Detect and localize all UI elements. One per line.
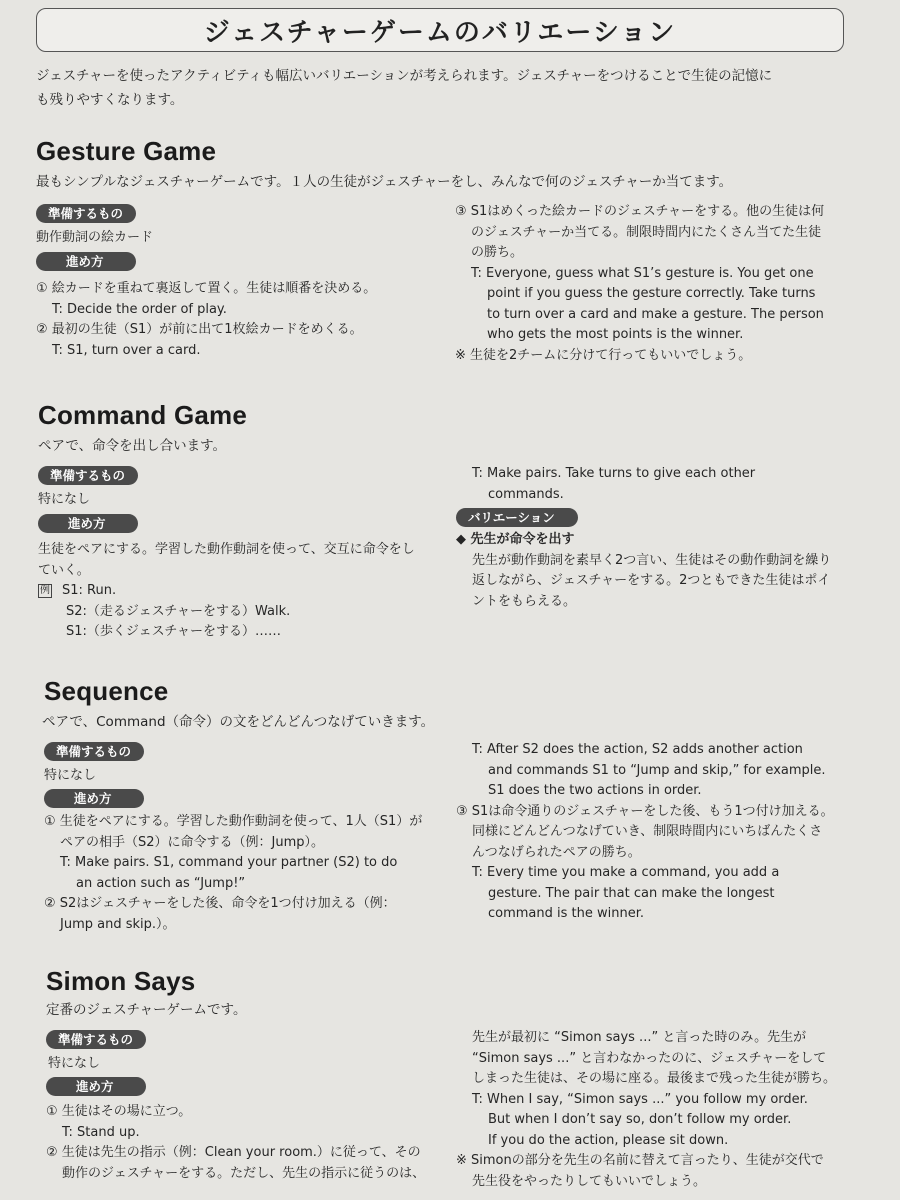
- sequence-steps-label: 進め方: [44, 789, 144, 808]
- command-steps-label: 進め方: [38, 514, 138, 533]
- sequence-heading: Sequence: [44, 676, 169, 706]
- gesture-steps-label: 進め方: [36, 252, 136, 271]
- command-game-desc: ペアで、命令を出し合います。: [38, 438, 227, 454]
- sequence-steps-right: T: After S2 does the action, S2 adds another action and commands S1 to “Jump and skip,” for example. S1 does the two actions in order. ③ S1は命令通りのジェスチャーをした後、もう1つ付け加える。 同様にどんどんつなげていき、制限時間内にいちばんたくさ んつなげられたペアの勝ち。 T: Every time you make a command, you add a gesture. The pair that can make the longest command is the winner.: [456, 742, 834, 921]
- command-prep-value: 特になし: [38, 492, 91, 507]
- sequence-prep-label: 準備するもの: [44, 742, 144, 761]
- command-prep-label: 準備するもの: [38, 466, 138, 485]
- page-title: ジェスチャーゲームのバリエーション: [36, 8, 844, 52]
- simon-says-desc: 定番のジェスチャーゲームです。: [46, 1002, 247, 1018]
- gesture-steps-left: ① 絵カードを重ねて裏返して置く。生徒は順番を決める。 T: Decide the order of play. ② 最初の生徒（S1）が前に出て1枚絵カードをめくる。 T: S1, turn over a card.: [36, 281, 377, 358]
- simon-steps-label: 進め方: [46, 1077, 146, 1096]
- simon-steps-left: ① 生徒はその場に立つ。 T: Stand up. ② 生徒は先生の指示（例：Clean your room.）に従って、その 動作のジェスチャーをする。ただし、先生の指示に従うのは、: [46, 1104, 426, 1181]
- gesture-steps-right: ③ S1はめくった絵カードのジェスチャーをする。他の生徒は何 のジェスチャーか当てる。制限時間内にたくさん当てた生徒 の勝ち。 T: Everyone, guess what S1’s gesture is. You get one point if you guess the gesture correctly. Take turns to turn over a card and make a gesture. The person who gets the most points is the winner. ※ 生徒を2チームに分けて行ってもいいでしょう。: [455, 204, 825, 363]
- command-steps-left: 生徒をペアにする。学習した動作動詞を使って、交互に命令をし ていく。 例 S1: Run. S2:（走るジェスチャーをする）Walk. S1:（歩くジェスチャーをする）……: [38, 542, 415, 639]
- gesture-game-heading: Gesture Game: [36, 136, 217, 166]
- intro-text: ジェスチャーを使ったアクティビティも幅広いバリエーションが考えられます。ジェスチャーをつけることで生徒の記憶に も残りやすくなります。: [36, 68, 773, 108]
- command-variation: ◆ 先生が命令を出す 先生が動作動詞を素早く2つ言い、生徒はその動作動詞を繰り 返しながら、ジェスチャーをする。2つともできた生徒はポイ ントをもらえる。: [456, 530, 876, 612]
- simon-prep-label: 準備するもの: [46, 1030, 146, 1049]
- gesture-prep-value: 動作動詞の絵カード: [36, 230, 154, 245]
- variation-title: ◆ 先生が命令を出す: [456, 532, 575, 547]
- sequence-desc: ペアで、Command（命令）の文をどんどんつなげていきます。: [42, 714, 435, 730]
- gesture-game-desc: 最もシンプルなジェスチャーゲームです。１人の生徒がジェスチャーをし、みんなで何のジェスチャーか当てます。: [36, 174, 733, 190]
- example-mark: 例: [40, 585, 50, 596]
- gesture-prep-label: 準備するもの: [36, 204, 136, 223]
- command-steps-right: T: Make pairs. Take turns to give each other commands.: [472, 466, 756, 502]
- simon-prep-value: 特になし: [48, 1056, 101, 1071]
- simon-steps-right: 先生が最初に “Simon says ...” と言った時のみ。先生が “Simon says ...” と言わなかったのに、ジェスチャーをして しまった生徒は、その場に座る。最後まで残った生徒が勝ち。 T: When I say, “Simon says ...” you follow my order. But when I don’t say so, don’t follow my order. If you do the action, please sit down. ※ Simonの部分を先生の名前に替えて言ったり、生徒が交代で 先生役をやったりしてもいいでしょう。: [456, 1030, 837, 1189]
- command-variation-label: バリエーション: [456, 508, 578, 527]
- simon-says-heading: Simon Says: [46, 966, 196, 996]
- sequence-prep-value: 特になし: [44, 768, 97, 783]
- sequence-steps-left: ① 生徒をペアにする。学習した動作動詞を使って、1人（S1）が ペアの相手（S2）に命令する（例：Jump）。 T: Make pairs. S1, command your partner (S2) to do an action such as “Jump!” ② S2はジェスチャーをした後、命令を1つ付け加える（例： Jump and skip.）。: [44, 814, 423, 932]
- command-game-heading: Command Game: [38, 400, 248, 430]
